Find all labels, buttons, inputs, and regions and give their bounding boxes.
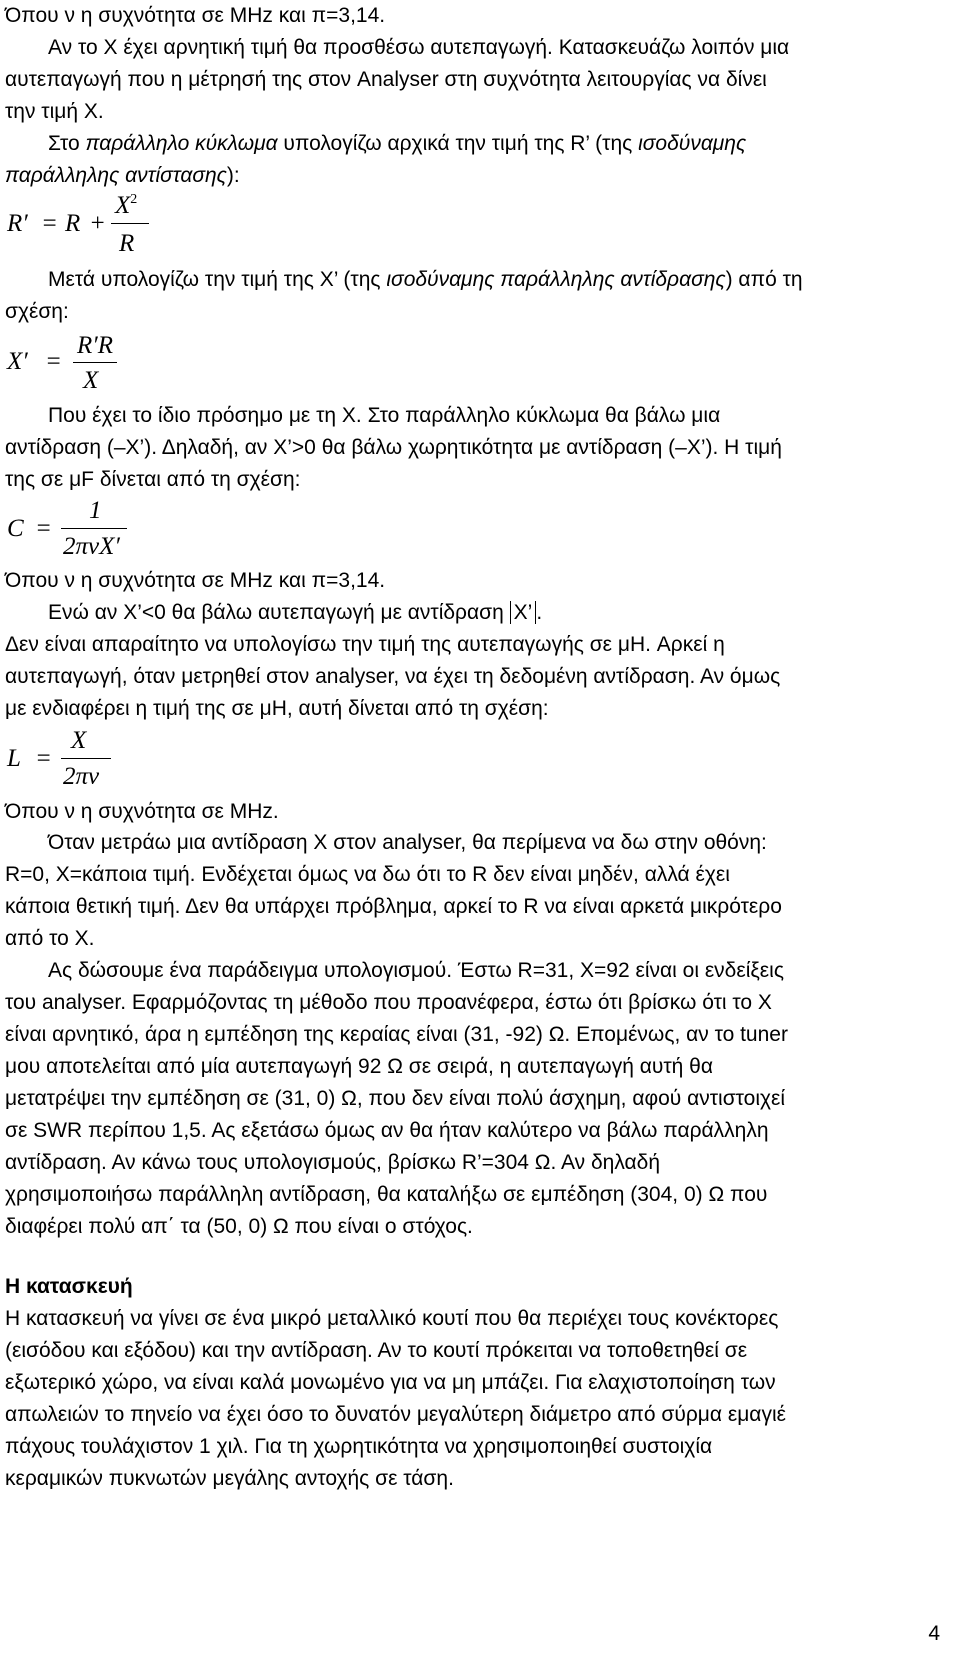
eq-lhs: R′ <box>7 210 28 237</box>
fraction-denominator: X <box>83 367 99 394</box>
paragraph-line: του analyser. Εφαρμόζοντας τη μέθοδο που προανέφερα, έστω ότι βρίσκω ότι το X <box>5 991 772 1014</box>
paragraph-line: αντίδραση. Αν κάνω τους υπολογισμούς, βρίσκω R’=304 Ω. Αν δηλαδή <box>5 1151 661 1174</box>
paragraph-line <box>48 130 746 158</box>
paragraph-line: κεραμικών πυκνωτών μεγάλης αντοχής σε τάση. <box>5 1467 454 1490</box>
fraction-numerator <box>115 192 137 224</box>
paragraph-line: Δεν είναι απαραίτητο να υπολογίσω την τιμή της αυτεπαγωγής σε μH. Αρκεί η <box>5 633 725 656</box>
eq-lhs: C <box>7 515 24 542</box>
paragraph-line: Αν το X έχει αρνητική τιμή θα προσθέσω αυτεπαγωγή. Κατασκευάζω λοιπόν μια <box>48 36 790 59</box>
paragraph-line: Όταν μετράω μια αντίδραση X στον analyser, θα περίμενα να δω στην οθόνη: <box>48 831 767 854</box>
eq-sign: = <box>35 515 52 542</box>
paragraph-line: χρησιμοποιήσω παράλληλη αντίδραση, θα καταλήξω σε εμπέδηση (304, 0) Ω που <box>5 1183 768 1206</box>
paragraph-frequency-note: Όπου ν η συχνότητα σε MHz και π=3,14. <box>5 4 386 27</box>
absolute-value: X’ <box>510 601 537 624</box>
paragraph-line: αυτεπαγωγή, όταν μετρηθεί στον analyser, να έχει τη δεδομένη αντίδραση. Αν όμως <box>5 665 781 688</box>
emphasis-text: παράλληλης αντίστασης <box>5 164 227 187</box>
text-span: ) από τη <box>725 268 803 291</box>
fraction-denominator: 2πνX′ <box>63 533 120 560</box>
fraction-bar <box>61 758 111 759</box>
section-heading: Η κατασκευή <box>5 1275 133 1298</box>
fraction-denominator: 2πν <box>63 763 100 790</box>
paragraph-line: αυτεπαγωγή που η μέτρησή της στον Analyser στη συχνότητα λειτουργίας να δίνει <box>5 68 767 91</box>
paragraph-line: διαφέρει πολύ απ΄ τα (50, 0) Ω που είναι ο στόχος. <box>5 1215 473 1238</box>
paragraph-frequency-note: Όπου ν η συχνότητα σε MHz και π=3,14. <box>5 569 386 592</box>
paragraph-line: σχέση: <box>5 300 69 323</box>
emphasis-text: ισοδύναμης παράλληλης αντίδρασης <box>386 268 726 291</box>
eq-lhs: L <box>7 745 21 772</box>
paragraph-line: είναι αρνητικό, άρα η εμπέδηση της κεραίας είναι (31, -92) Ω. Επομένως, αν το tuner <box>5 1023 788 1046</box>
text-span: Στο <box>48 132 86 155</box>
paragraph-line: την τιμή X. <box>5 100 104 123</box>
paragraph-frequency-note: Όπου ν η συχνότητα σε MHz. <box>5 800 279 823</box>
eq-term: R <box>65 210 81 237</box>
text-span: ): <box>226 164 240 187</box>
paragraph-line: με ενδιαφέρει η τιμή της σε μH, αυτή δίνεται από τη σχέση: <box>5 697 549 720</box>
paragraph-line: Που έχει το ίδιο πρόσημο με τη X. Στο παράλληλο κύκλωμα θα βάλω μια <box>48 404 721 427</box>
paragraph-line: (εισόδου και εξόδου) και την αντίδραση. Αν το κουτί πρόκειται να τοποθετηθεί σε <box>5 1339 748 1362</box>
fraction-numerator: R′R <box>77 332 114 359</box>
paragraph-line: της σε μF δίνεται από τη σχέση: <box>5 468 301 491</box>
paragraph-line: Ας δώσουμε ένα παράδειγμα υπολογισμού. Έστω R=31, X=92 είναι οι ενδείξεις <box>48 959 784 982</box>
text-span: . <box>536 601 543 624</box>
eq-lhs: X′ <box>7 348 28 375</box>
fraction-bar <box>61 528 127 529</box>
paragraph-line: απωλειών το πηνείο να έχει όσο το δυνατόν μεγαλύτερη διάμετρο από σύρμα εμαγιέ <box>5 1403 786 1426</box>
paragraph-line: Η κατασκευή να γίνει σε ένα μικρό μεταλλικό κουτί που θα περιέχει τους κονέκτορες <box>5 1307 779 1330</box>
eq-sign: = <box>45 348 62 375</box>
eq-sign: = <box>41 210 58 237</box>
paragraph-line: μου αποτελείται από μία αυτεπαγωγή 92 Ω σε σειρά, η αυτεπαγωγή αυτή θα <box>5 1055 713 1078</box>
paragraph-line: σε SWR περίπου 1,5. Ας εξετάσω όμως αν θα ήταν καλύτερο να βάλω παράλληλη <box>5 1119 769 1142</box>
paragraph-line: αντίδραση (–X’). Δηλαδή, αν X’>0 θα βάλω χωρητικότητα με αντίδραση (–X’). Η τιμή <box>5 436 782 459</box>
text-span: υπολογίζω αρχικά την τιμή της R’ (της <box>277 132 639 155</box>
page-number: 4 <box>928 1622 940 1645</box>
paragraph-line: από το X. <box>5 927 95 950</box>
fraction-bar <box>111 223 149 224</box>
exponent: 2 <box>130 192 138 207</box>
eq-plus: + <box>89 210 106 237</box>
paragraph-line: R=0, X=κάποια τιμή. Ενδέχεται όμως να δω ότι το R δεν είναι μηδέν, αλλά έχει <box>5 863 730 886</box>
text-span: Ενώ αν X’<0 θα βάλω αυτεπαγωγή με αντίδραση <box>48 601 510 624</box>
fraction-numerator: 1 <box>89 497 102 524</box>
paragraph-line <box>48 266 803 294</box>
numerator-symbol: X <box>115 192 131 219</box>
text-span: Μετά υπολογίζω την τιμή της X’ (της <box>48 268 387 291</box>
paragraph-line: κάποια θετική τιμή. Δεν θα υπάρχει πρόβλημα, αρκεί το R να είναι αρκετά μικρότερο <box>5 895 782 918</box>
fraction-bar <box>73 362 117 363</box>
paragraph-line: πάχους τουλάχιστον 1 χιλ. Για τη χωρητικότητα να χρησιμοποιηθεί συστοιχία <box>5 1435 713 1458</box>
paragraph-line <box>48 599 542 627</box>
paragraph-line: μετατρέψει την εμπέδηση σε (31, 0) Ω, που δεν είναι πολύ άσχημη, αφού αντιστοιχεί <box>5 1087 786 1110</box>
eq-sign: = <box>35 745 52 772</box>
fraction-numerator: X <box>71 727 87 754</box>
paragraph-line <box>5 162 240 190</box>
fraction-denominator: R <box>119 230 135 257</box>
emphasis-text: παράλληλο κύκλωμα <box>85 132 278 155</box>
emphasis-text: ισοδύναμης <box>638 132 747 155</box>
paragraph-line: εξωτερικό χώρο, να είναι καλά μονωμένο για να μη μπάζει. Για ελαχιστοποίηση των <box>5 1371 776 1394</box>
